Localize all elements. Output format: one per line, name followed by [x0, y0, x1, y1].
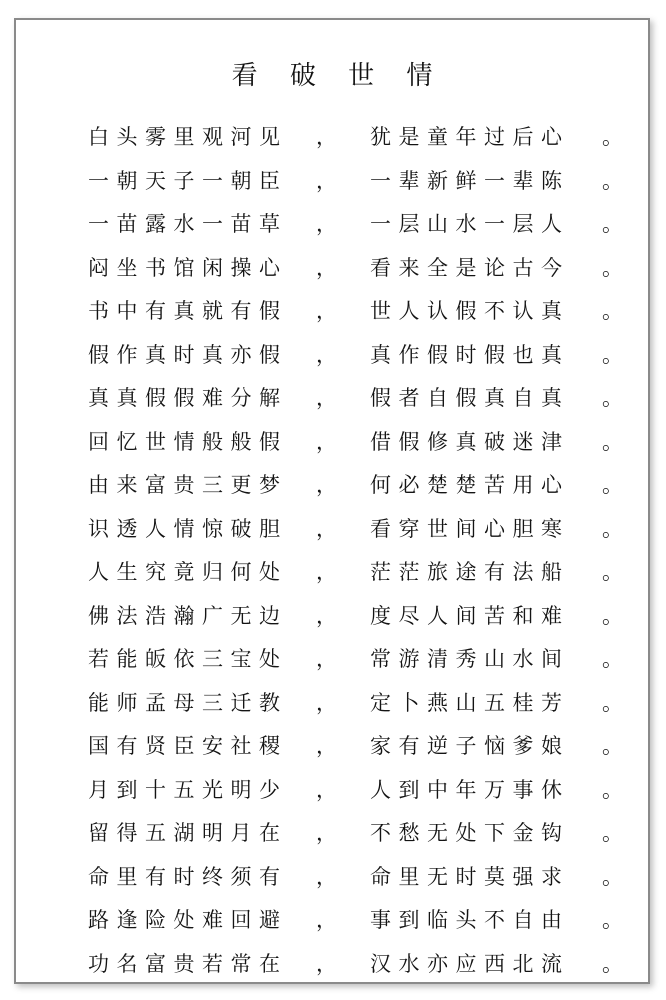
poem-body [74, 116, 634, 986]
period: 。 [602, 560, 623, 584]
comma: ， [316, 255, 337, 280]
period: 。 [602, 603, 623, 628]
poem-line [74, 638, 634, 682]
second-half: 常游清秀山水间 [370, 647, 570, 671]
comma: ， [316, 473, 337, 497]
poem-line [74, 551, 634, 595]
first-half: 月到十五光明少 [88, 777, 288, 802]
period: 。 [602, 168, 623, 193]
period: 。 [602, 864, 623, 889]
poem-line [74, 334, 634, 378]
first-half: 回忆世情般般假 [88, 429, 288, 454]
first-half: 能师孟母三迁教 [88, 690, 288, 715]
second-half: 世人认假不认真 [370, 299, 570, 323]
poem-line [74, 682, 634, 726]
second-half: 看来全是论古今 [370, 255, 570, 280]
period: 。 [602, 690, 623, 715]
period: 。 [602, 125, 623, 149]
period: 。 [602, 299, 623, 323]
period: 。 [602, 342, 623, 367]
poem-line [74, 812, 634, 856]
second-half: 定卜燕山五桂芳 [370, 690, 570, 715]
poem-line [74, 899, 634, 943]
period: 。 [602, 908, 623, 932]
poem-line [74, 203, 634, 247]
first-half: 假作真时真亦假 [88, 342, 288, 367]
period: 。 [602, 951, 623, 976]
first-half: 功名富贵若常在 [88, 951, 288, 976]
second-half: 假者自假真自真 [370, 386, 570, 410]
comma: ， [316, 212, 337, 236]
second-half: 一层山水一层人 [370, 212, 570, 236]
second-half: 汉水亦应西北流 [370, 951, 570, 976]
first-half: 人生究竟归何处 [88, 560, 288, 584]
period: 。 [602, 212, 623, 236]
first-half: 若能皈依三宝处 [88, 647, 288, 671]
first-half: 国有贤臣安社稷 [88, 734, 288, 758]
second-half: 犹是童年过后心 [370, 125, 570, 149]
comma: ， [316, 734, 337, 758]
first-half: 一朝天子一朝臣 [88, 168, 288, 193]
poem-line [74, 160, 634, 204]
comma: ， [316, 299, 337, 323]
comma: ， [316, 951, 337, 976]
poem-line [74, 943, 634, 987]
poem-line [74, 595, 634, 639]
comma: ， [316, 603, 337, 628]
comma: ， [316, 125, 337, 149]
comma: ， [316, 690, 337, 715]
comma: ， [316, 429, 337, 454]
comma: ， [316, 647, 337, 671]
second-half: 事到临头不自由 [370, 908, 570, 932]
document-page [14, 18, 650, 984]
poem-line [74, 856, 634, 900]
period: 。 [602, 821, 623, 845]
poem-line [74, 290, 634, 334]
comma: ， [316, 864, 337, 889]
first-half: 留得五湖明月在 [88, 821, 288, 845]
comma: ， [316, 516, 337, 541]
second-half: 一辈新鲜一辈陈 [370, 168, 570, 193]
second-half: 何必楚楚苦用心 [370, 473, 570, 497]
poem-line [74, 421, 634, 465]
first-half: 一苗露水一苗草 [88, 212, 288, 236]
comma: ， [316, 777, 337, 802]
first-half: 白头雾里观河见 [88, 125, 288, 149]
poem-line [74, 508, 634, 552]
comma: ， [316, 342, 337, 367]
period: 。 [602, 734, 623, 758]
poem-line [74, 464, 634, 508]
first-half: 命里有时终须有 [88, 864, 288, 889]
first-half: 识透人情惊破胆 [88, 516, 288, 541]
first-half: 佛法浩瀚广无边 [88, 603, 288, 628]
comma: ， [316, 560, 337, 584]
second-half: 不愁无处下金钩 [370, 821, 570, 845]
second-half: 命里无时莫强求 [370, 864, 570, 889]
comma: ， [316, 386, 337, 410]
second-half: 茫茫旅途有法船 [370, 560, 570, 584]
second-half: 真作假时假也真 [370, 342, 570, 367]
period: 。 [602, 647, 623, 671]
poem-line [74, 247, 634, 291]
first-half: 真真假假难分解 [88, 386, 288, 410]
second-half: 度尽人间苦和难 [370, 603, 570, 628]
period: 。 [602, 255, 623, 280]
period: 。 [602, 516, 623, 541]
period: 。 [602, 386, 623, 410]
period: 。 [602, 473, 623, 497]
first-half: 书中有真就有假 [88, 299, 288, 323]
poem-line [74, 725, 634, 769]
poem-line [74, 116, 634, 160]
first-half: 路逢险处难回避 [88, 908, 288, 932]
second-half: 看穿世间心胆寒 [370, 516, 570, 541]
comma: ， [316, 821, 337, 845]
second-half: 借假修真破迷津 [370, 429, 570, 454]
period: 。 [602, 429, 623, 454]
page-title: 看 破 世 情 [231, 61, 445, 91]
period: 。 [602, 777, 623, 802]
second-half: 人到中年万事休 [370, 777, 570, 802]
poem-line [74, 769, 634, 813]
first-half: 由来富贵三更梦 [88, 473, 288, 497]
comma: ， [316, 168, 337, 193]
poem-line [74, 377, 634, 421]
first-half: 闷坐书馆闲操心 [88, 255, 288, 280]
comma: ， [316, 908, 337, 932]
second-half: 家有逆子恼爹娘 [370, 734, 570, 758]
